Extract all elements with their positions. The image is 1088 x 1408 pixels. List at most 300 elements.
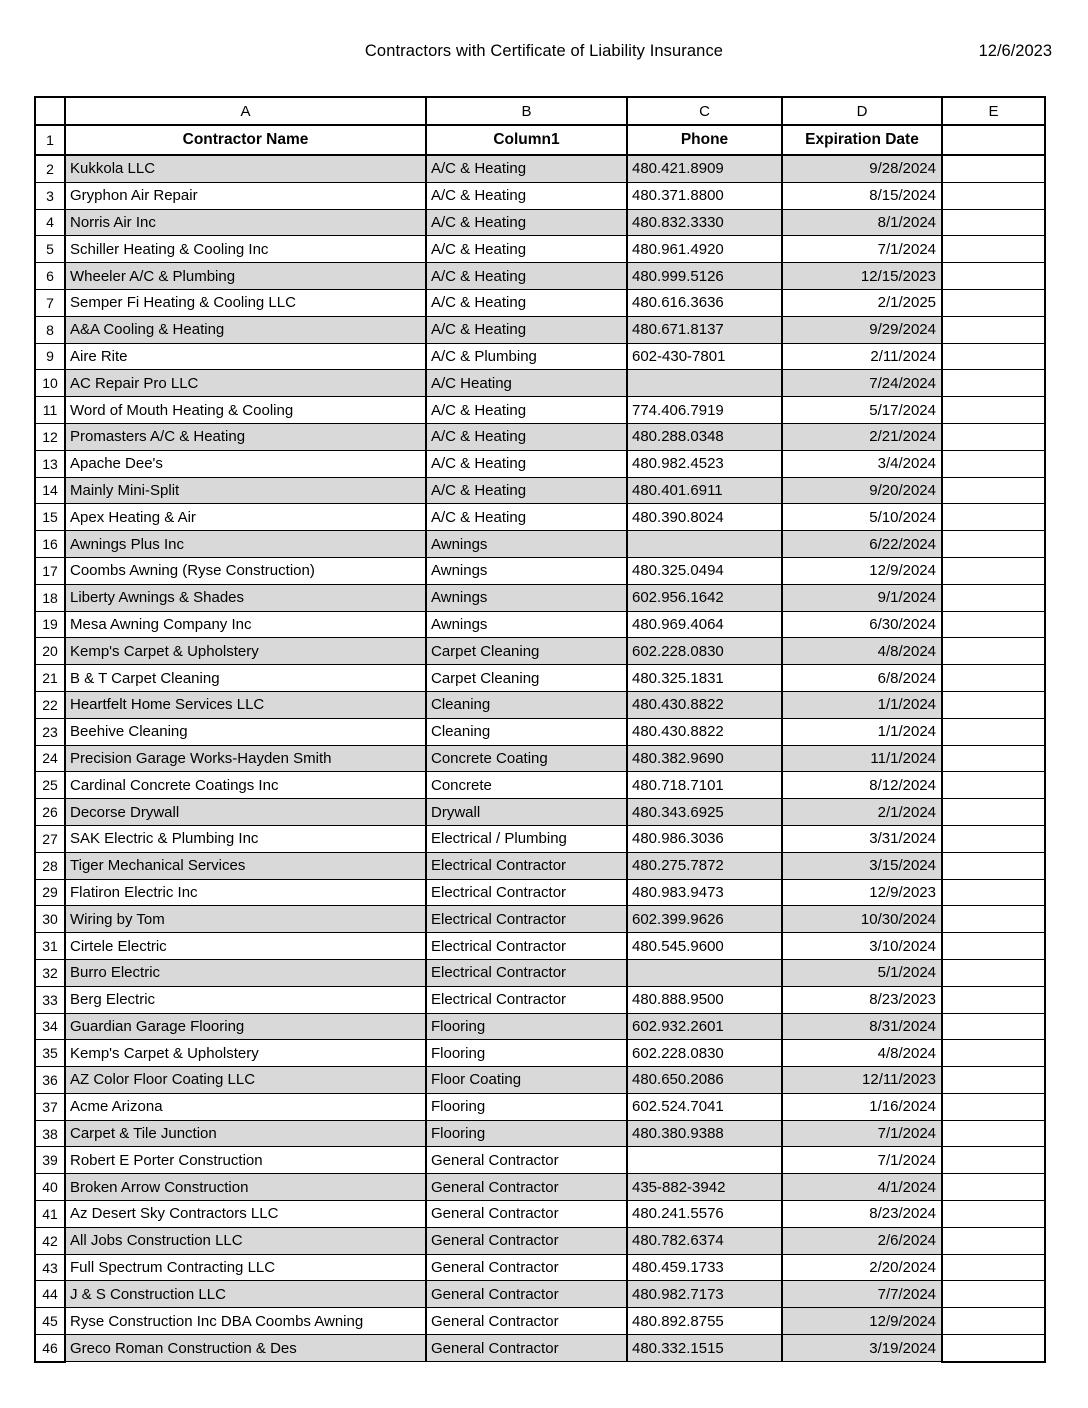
cell-contractor-name[interactable]: Az Desert Sky Contractors LLC [65, 1201, 426, 1228]
cell-contractor-name[interactable]: Guardian Garage Flooring [65, 1013, 426, 1040]
table-row[interactable] [35, 1147, 1045, 1174]
cell-column1[interactable]: Flooring [426, 1093, 627, 1120]
cell-phone[interactable]: 480.380.9388 [627, 1120, 782, 1147]
cell-contractor-name[interactable]: Coombs Awning (Ryse Construction) [65, 557, 426, 584]
column-header-e[interactable]: E [942, 97, 1045, 125]
cell-phone[interactable]: 480.332.1515 [627, 1335, 782, 1362]
cell-phone[interactable]: 480.241.5576 [627, 1201, 782, 1228]
cell-column-e[interactable] [942, 1013, 1045, 1040]
cell-column-e[interactable] [942, 1067, 1045, 1094]
cell-phone[interactable]: 480.430.8822 [627, 691, 782, 718]
cell-column-e[interactable] [942, 584, 1045, 611]
cell-contractor-name[interactable]: Precision Garage Works-Hayden Smith [65, 745, 426, 772]
header-contractor-name[interactable]: Contractor Name [65, 125, 426, 155]
cell-phone[interactable]: 480.288.0348 [627, 423, 782, 450]
header-phone[interactable]: Phone [627, 125, 782, 155]
row-number[interactable]: 26 [35, 799, 65, 826]
cell-column1[interactable]: Awnings [426, 584, 627, 611]
row-number[interactable]: 42 [35, 1227, 65, 1254]
row-number[interactable]: 28 [35, 852, 65, 879]
table-row[interactable] [35, 1254, 1045, 1281]
row-number[interactable]: 4 [35, 209, 65, 236]
cell-expiration-date[interactable]: 2/20/2024 [782, 1254, 942, 1281]
row-number[interactable]: 34 [35, 1013, 65, 1040]
cell-expiration-date[interactable]: 8/23/2023 [782, 986, 942, 1013]
cell-column1[interactable]: General Contractor [426, 1201, 627, 1228]
cell-column1[interactable]: A/C & Heating [426, 263, 627, 290]
cell-contractor-name[interactable]: Awnings Plus Inc [65, 531, 426, 558]
table-row[interactable] [35, 691, 1045, 718]
cell-phone[interactable]: 480.421.8909 [627, 155, 782, 182]
cell-column1[interactable]: Awnings [426, 557, 627, 584]
cell-expiration-date[interactable]: 1/1/2024 [782, 718, 942, 745]
header-column1[interactable]: Column1 [426, 125, 627, 155]
cell-expiration-date[interactable]: 1/1/2024 [782, 691, 942, 718]
cell-column-e[interactable] [942, 236, 1045, 263]
cell-phone[interactable]: 602.932.2601 [627, 1013, 782, 1040]
table-row[interactable] [35, 1308, 1045, 1335]
row-number[interactable]: 11 [35, 397, 65, 424]
row-number[interactable]: 46 [35, 1335, 65, 1362]
cell-expiration-date[interactable]: 4/1/2024 [782, 1174, 942, 1201]
cell-expiration-date[interactable]: 6/30/2024 [782, 611, 942, 638]
cell-phone[interactable]: 480.986.3036 [627, 825, 782, 852]
row-number[interactable]: 3 [35, 182, 65, 209]
cell-contractor-name[interactable]: Apex Heating & Air [65, 504, 426, 531]
row-number[interactable]: 20 [35, 638, 65, 665]
cell-phone[interactable]: 480.671.8137 [627, 316, 782, 343]
cell-column-e[interactable] [942, 1040, 1045, 1067]
cell-contractor-name[interactable]: Mainly Mini-Split [65, 477, 426, 504]
cell-contractor-name[interactable]: Wheeler A/C & Plumbing [65, 263, 426, 290]
cell-column-e[interactable] [942, 316, 1045, 343]
cell-phone[interactable]: 480.999.5126 [627, 263, 782, 290]
cell-contractor-name[interactable]: Cirtele Electric [65, 933, 426, 960]
header-expiration-date[interactable]: Expiration Date [782, 125, 942, 155]
row-number[interactable]: 13 [35, 450, 65, 477]
cell-column-e[interactable] [942, 933, 1045, 960]
cell-column-e[interactable] [942, 1093, 1045, 1120]
cell-expiration-date[interactable]: 2/6/2024 [782, 1227, 942, 1254]
table-row[interactable] [35, 316, 1045, 343]
cell-column1[interactable]: Electrical Contractor [426, 933, 627, 960]
cell-column1[interactable]: Electrical Contractor [426, 959, 627, 986]
cell-column-e[interactable] [942, 1201, 1045, 1228]
cell-expiration-date[interactable]: 3/31/2024 [782, 825, 942, 852]
cell-contractor-name[interactable]: AC Repair Pro LLC [65, 370, 426, 397]
cell-column1[interactable]: A/C & Heating [426, 397, 627, 424]
cell-column1[interactable]: Flooring [426, 1040, 627, 1067]
cell-contractor-name[interactable]: Promasters A/C & Heating [65, 423, 426, 450]
cell-expiration-date[interactable]: 7/1/2024 [782, 1147, 942, 1174]
cell-contractor-name[interactable]: Burro Electric [65, 959, 426, 986]
cell-expiration-date[interactable]: 3/19/2024 [782, 1335, 942, 1362]
cell-column-e[interactable] [942, 1120, 1045, 1147]
cell-column-e[interactable] [942, 209, 1045, 236]
cell-column-e[interactable] [942, 986, 1045, 1013]
row-number[interactable]: 14 [35, 477, 65, 504]
table-row[interactable] [35, 557, 1045, 584]
cell-expiration-date[interactable]: 8/23/2024 [782, 1201, 942, 1228]
cell-expiration-date[interactable]: 11/1/2024 [782, 745, 942, 772]
cell-column-e[interactable] [942, 155, 1045, 182]
cell-column-e[interactable] [942, 1227, 1045, 1254]
cell-contractor-name[interactable]: B & T Carpet Cleaning [65, 665, 426, 692]
table-row[interactable] [35, 1281, 1045, 1308]
cell-column-e[interactable] [942, 1254, 1045, 1281]
cell-column-e[interactable] [942, 638, 1045, 665]
row-number[interactable]: 30 [35, 906, 65, 933]
cell-expiration-date[interactable]: 4/8/2024 [782, 1040, 942, 1067]
cell-phone[interactable]: 435-882-3942 [627, 1174, 782, 1201]
table-row[interactable] [35, 343, 1045, 370]
cell-contractor-name[interactable]: Ryse Construction Inc DBA Coombs Awning [65, 1308, 426, 1335]
table-row[interactable] [35, 397, 1045, 424]
table-row[interactable] [35, 209, 1045, 236]
cell-phone[interactable]: 480.982.7173 [627, 1281, 782, 1308]
cell-column1[interactable]: General Contractor [426, 1335, 627, 1362]
row-number[interactable]: 19 [35, 611, 65, 638]
cell-phone[interactable]: 602.228.0830 [627, 1040, 782, 1067]
row-number[interactable]: 2 [35, 155, 65, 182]
cell-column1[interactable]: A/C & Heating [426, 477, 627, 504]
cell-contractor-name[interactable]: Semper Fi Heating & Cooling LLC [65, 289, 426, 316]
cell-phone[interactable]: 480.892.8755 [627, 1308, 782, 1335]
row-number[interactable]: 33 [35, 986, 65, 1013]
cell-column1[interactable]: General Contractor [426, 1254, 627, 1281]
row-number[interactable]: 36 [35, 1067, 65, 1094]
column-header-gutter[interactable] [35, 97, 65, 125]
cell-contractor-name[interactable]: Decorse Drywall [65, 799, 426, 826]
cell-column1[interactable]: Electrical Contractor [426, 852, 627, 879]
cell-phone[interactable] [627, 531, 782, 558]
row-number[interactable]: 31 [35, 933, 65, 960]
cell-column-e[interactable] [942, 1147, 1045, 1174]
cell-column-e[interactable] [942, 718, 1045, 745]
cell-phone[interactable]: 480.459.1733 [627, 1254, 782, 1281]
cell-column1[interactable]: General Contractor [426, 1308, 627, 1335]
row-number[interactable]: 29 [35, 879, 65, 906]
cell-column1[interactable]: A/C & Heating [426, 423, 627, 450]
row-number[interactable]: 27 [35, 825, 65, 852]
cell-expiration-date[interactable]: 2/21/2024 [782, 423, 942, 450]
cell-phone[interactable] [627, 1147, 782, 1174]
cell-phone[interactable] [627, 370, 782, 397]
row-number[interactable]: 23 [35, 718, 65, 745]
cell-expiration-date[interactable]: 5/17/2024 [782, 397, 942, 424]
cell-contractor-name[interactable]: Carpet & Tile Junction [65, 1120, 426, 1147]
cell-expiration-date[interactable]: 12/9/2024 [782, 557, 942, 584]
cell-contractor-name[interactable]: Broken Arrow Construction [65, 1174, 426, 1201]
cell-column-e[interactable] [942, 504, 1045, 531]
table-row[interactable] [35, 665, 1045, 692]
table-row[interactable] [35, 584, 1045, 611]
table-row[interactable] [35, 799, 1045, 826]
cell-phone[interactable]: 602.228.0830 [627, 638, 782, 665]
table-row[interactable] [35, 986, 1045, 1013]
cell-contractor-name[interactable]: Flatiron Electric Inc [65, 879, 426, 906]
cell-phone[interactable]: 480.983.9473 [627, 879, 782, 906]
cell-contractor-name[interactable]: Full Spectrum Contracting LLC [65, 1254, 426, 1281]
cell-contractor-name[interactable]: Cardinal Concrete Coatings Inc [65, 772, 426, 799]
cell-column-e[interactable] [942, 691, 1045, 718]
cell-phone[interactable]: 480.718.7101 [627, 772, 782, 799]
cell-expiration-date[interactable]: 7/7/2024 [782, 1281, 942, 1308]
row-number-header[interactable]: 1 [35, 125, 65, 155]
cell-column-e[interactable] [942, 397, 1045, 424]
cell-contractor-name[interactable]: AZ Color Floor Coating LLC [65, 1067, 426, 1094]
cell-column1[interactable]: Awnings [426, 531, 627, 558]
cell-contractor-name[interactable]: Kukkola LLC [65, 155, 426, 182]
cell-column-e[interactable] [942, 1335, 1045, 1362]
cell-expiration-date[interactable]: 5/10/2024 [782, 504, 942, 531]
table-row[interactable] [35, 1067, 1045, 1094]
cell-column-e[interactable] [942, 343, 1045, 370]
cell-expiration-date[interactable]: 7/24/2024 [782, 370, 942, 397]
cell-phone[interactable]: 602-430-7801 [627, 343, 782, 370]
row-number[interactable]: 32 [35, 959, 65, 986]
header-column-e[interactable] [942, 125, 1045, 155]
row-number[interactable]: 39 [35, 1147, 65, 1174]
table-row[interactable] [35, 611, 1045, 638]
table-row[interactable] [35, 825, 1045, 852]
cell-phone[interactable]: 480.961.4920 [627, 236, 782, 263]
table-row[interactable] [35, 879, 1045, 906]
table-row[interactable] [35, 745, 1045, 772]
cell-contractor-name[interactable]: A&A Cooling & Heating [65, 316, 426, 343]
cell-column-e[interactable] [942, 370, 1045, 397]
cell-column-e[interactable] [942, 745, 1045, 772]
table-row[interactable] [35, 1013, 1045, 1040]
column-header-d[interactable]: D [782, 97, 942, 125]
cell-column-e[interactable] [942, 531, 1045, 558]
cell-column1[interactable]: A/C & Heating [426, 504, 627, 531]
row-number[interactable]: 44 [35, 1281, 65, 1308]
cell-expiration-date[interactable]: 8/1/2024 [782, 209, 942, 236]
table-row[interactable] [35, 906, 1045, 933]
cell-phone[interactable]: 480.325.0494 [627, 557, 782, 584]
table-row[interactable] [35, 531, 1045, 558]
row-number[interactable]: 9 [35, 343, 65, 370]
cell-column1[interactable]: Cleaning [426, 691, 627, 718]
table-row[interactable] [35, 852, 1045, 879]
row-number[interactable]: 8 [35, 316, 65, 343]
cell-column1[interactable]: A/C & Heating [426, 182, 627, 209]
table-row[interactable] [35, 1227, 1045, 1254]
cell-phone[interactable]: 480.832.3330 [627, 209, 782, 236]
cell-column-e[interactable] [942, 263, 1045, 290]
row-number[interactable]: 37 [35, 1093, 65, 1120]
cell-phone[interactable]: 602.524.7041 [627, 1093, 782, 1120]
cell-contractor-name[interactable]: Acme Arizona [65, 1093, 426, 1120]
row-number[interactable]: 7 [35, 289, 65, 316]
cell-column-e[interactable] [942, 772, 1045, 799]
cell-contractor-name[interactable]: Apache Dee's [65, 450, 426, 477]
cell-column1[interactable]: Cleaning [426, 718, 627, 745]
table-row[interactable] [35, 933, 1045, 960]
cell-phone[interactable]: 480.401.6911 [627, 477, 782, 504]
table-row[interactable] [35, 1335, 1045, 1362]
cell-expiration-date[interactable]: 8/15/2024 [782, 182, 942, 209]
cell-expiration-date[interactable]: 8/12/2024 [782, 772, 942, 799]
cell-contractor-name[interactable]: Tiger Mechanical Services [65, 852, 426, 879]
row-number[interactable]: 40 [35, 1174, 65, 1201]
cell-column1[interactable]: Floor Coating [426, 1067, 627, 1094]
cell-phone[interactable]: 774.406.7919 [627, 397, 782, 424]
cell-expiration-date[interactable]: 12/9/2024 [782, 1308, 942, 1335]
cell-column-e[interactable] [942, 906, 1045, 933]
cell-column1[interactable]: Drywall [426, 799, 627, 826]
column-header-a[interactable]: A [65, 97, 426, 125]
cell-column-e[interactable] [942, 450, 1045, 477]
table-row[interactable] [35, 504, 1045, 531]
cell-expiration-date[interactable]: 2/11/2024 [782, 343, 942, 370]
cell-expiration-date[interactable]: 6/22/2024 [782, 531, 942, 558]
cell-phone[interactable]: 602.956.1642 [627, 584, 782, 611]
cell-column1[interactable]: A/C Heating [426, 370, 627, 397]
cell-contractor-name[interactable]: Berg Electric [65, 986, 426, 1013]
table-row[interactable] [35, 182, 1045, 209]
cell-column1[interactable]: A/C & Heating [426, 155, 627, 182]
cell-column1[interactable]: Electrical Contractor [426, 879, 627, 906]
cell-contractor-name[interactable]: Mesa Awning Company Inc [65, 611, 426, 638]
cell-column1[interactable]: Awnings [426, 611, 627, 638]
row-number[interactable]: 25 [35, 772, 65, 799]
cell-column-e[interactable] [942, 665, 1045, 692]
cell-expiration-date[interactable]: 3/4/2024 [782, 450, 942, 477]
row-number[interactable]: 5 [35, 236, 65, 263]
cell-column1[interactable]: Electrical Contractor [426, 986, 627, 1013]
cell-phone[interactable]: 480.782.6374 [627, 1227, 782, 1254]
cell-column-e[interactable] [942, 477, 1045, 504]
table-row[interactable] [35, 638, 1045, 665]
cell-contractor-name[interactable]: SAK Electric & Plumbing Inc [65, 825, 426, 852]
cell-column-e[interactable] [942, 289, 1045, 316]
cell-contractor-name[interactable]: Aire Rite [65, 343, 426, 370]
cell-expiration-date[interactable]: 6/8/2024 [782, 665, 942, 692]
cell-phone[interactable]: 480.888.9500 [627, 986, 782, 1013]
cell-expiration-date[interactable]: 9/20/2024 [782, 477, 942, 504]
row-number[interactable]: 24 [35, 745, 65, 772]
row-number[interactable]: 15 [35, 504, 65, 531]
row-number[interactable]: 43 [35, 1254, 65, 1281]
column-header-b[interactable]: B [426, 97, 627, 125]
cell-column1[interactable]: A/C & Heating [426, 316, 627, 343]
cell-column1[interactable]: Electrical / Plumbing [426, 825, 627, 852]
cell-expiration-date[interactable]: 7/1/2024 [782, 1120, 942, 1147]
cell-column-e[interactable] [942, 1174, 1045, 1201]
cell-column-e[interactable] [942, 611, 1045, 638]
cell-contractor-name[interactable]: J & S Construction LLC [65, 1281, 426, 1308]
cell-column-e[interactable] [942, 959, 1045, 986]
cell-contractor-name[interactable]: Heartfelt Home Services LLC [65, 691, 426, 718]
cell-contractor-name[interactable]: Kemp's Carpet & Upholstery [65, 1040, 426, 1067]
cell-column1[interactable]: Electrical Contractor [426, 906, 627, 933]
cell-column1[interactable]: A/C & Heating [426, 209, 627, 236]
cell-contractor-name[interactable]: Liberty Awnings & Shades [65, 584, 426, 611]
cell-column1[interactable]: A/C & Heating [426, 236, 627, 263]
cell-contractor-name[interactable]: Robert E Porter Construction [65, 1147, 426, 1174]
cell-phone[interactable]: 480.371.8800 [627, 182, 782, 209]
cell-phone[interactable]: 480.430.8822 [627, 718, 782, 745]
cell-column-e[interactable] [942, 1308, 1045, 1335]
cell-phone[interactable]: 480.969.4064 [627, 611, 782, 638]
cell-column1[interactable]: General Contractor [426, 1227, 627, 1254]
cell-expiration-date[interactable]: 4/8/2024 [782, 638, 942, 665]
cell-phone[interactable]: 480.343.6925 [627, 799, 782, 826]
table-row[interactable] [35, 263, 1045, 290]
table-row[interactable] [35, 1201, 1045, 1228]
cell-expiration-date[interactable]: 2/1/2025 [782, 289, 942, 316]
cell-expiration-date[interactable]: 9/28/2024 [782, 155, 942, 182]
cell-expiration-date[interactable]: 2/1/2024 [782, 799, 942, 826]
table-row[interactable] [35, 1174, 1045, 1201]
cell-column1[interactable]: General Contractor [426, 1281, 627, 1308]
cell-column1[interactable]: Flooring [426, 1120, 627, 1147]
cell-expiration-date[interactable]: 9/1/2024 [782, 584, 942, 611]
cell-column-e[interactable] [942, 423, 1045, 450]
row-number[interactable]: 35 [35, 1040, 65, 1067]
cell-contractor-name[interactable]: All Jobs Construction LLC [65, 1227, 426, 1254]
cell-expiration-date[interactable]: 12/9/2023 [782, 879, 942, 906]
table-row[interactable] [35, 155, 1045, 182]
row-number[interactable]: 16 [35, 531, 65, 558]
row-number[interactable]: 38 [35, 1120, 65, 1147]
column-header-c[interactable]: C [627, 97, 782, 125]
cell-expiration-date[interactable]: 1/16/2024 [782, 1093, 942, 1120]
cell-expiration-date[interactable]: 5/1/2024 [782, 959, 942, 986]
cell-phone[interactable]: 480.545.9600 [627, 933, 782, 960]
row-number[interactable]: 12 [35, 423, 65, 450]
cell-expiration-date[interactable]: 9/29/2024 [782, 316, 942, 343]
table-row[interactable] [35, 370, 1045, 397]
cell-phone[interactable]: 480.982.4523 [627, 450, 782, 477]
cell-expiration-date[interactable]: 3/15/2024 [782, 852, 942, 879]
table-row[interactable] [35, 718, 1045, 745]
cell-phone[interactable]: 480.382.9690 [627, 745, 782, 772]
cell-contractor-name[interactable]: Gryphon Air Repair [65, 182, 426, 209]
cell-phone[interactable]: 480.390.8024 [627, 504, 782, 531]
table-row[interactable] [35, 1093, 1045, 1120]
cell-column1[interactable]: Concrete [426, 772, 627, 799]
cell-contractor-name[interactable]: Greco Roman Construction & Des [65, 1335, 426, 1362]
cell-column1[interactable]: Carpet Cleaning [426, 665, 627, 692]
cell-contractor-name[interactable]: Schiller Heating & Cooling Inc [65, 236, 426, 263]
table-row[interactable] [35, 1120, 1045, 1147]
cell-contractor-name[interactable]: Word of Mouth Heating & Cooling [65, 397, 426, 424]
row-number[interactable]: 21 [35, 665, 65, 692]
table-row[interactable] [35, 236, 1045, 263]
row-number[interactable]: 22 [35, 691, 65, 718]
table-row[interactable] [35, 289, 1045, 316]
table-row[interactable] [35, 477, 1045, 504]
row-number[interactable]: 41 [35, 1201, 65, 1228]
cell-column1[interactable]: Concrete Coating [426, 745, 627, 772]
table-row[interactable] [35, 1040, 1045, 1067]
cell-column1[interactable]: A/C & Plumbing [426, 343, 627, 370]
cell-column-e[interactable] [942, 825, 1045, 852]
cell-column1[interactable]: A/C & Heating [426, 450, 627, 477]
cell-column-e[interactable] [942, 879, 1045, 906]
cell-expiration-date[interactable]: 7/1/2024 [782, 236, 942, 263]
cell-contractor-name[interactable]: Beehive Cleaning [65, 718, 426, 745]
cell-phone[interactable]: 480.616.3636 [627, 289, 782, 316]
cell-column-e[interactable] [942, 1281, 1045, 1308]
row-number[interactable]: 18 [35, 584, 65, 611]
cell-phone[interactable]: 480.650.2086 [627, 1067, 782, 1094]
row-number[interactable]: 10 [35, 370, 65, 397]
cell-phone[interactable] [627, 959, 782, 986]
